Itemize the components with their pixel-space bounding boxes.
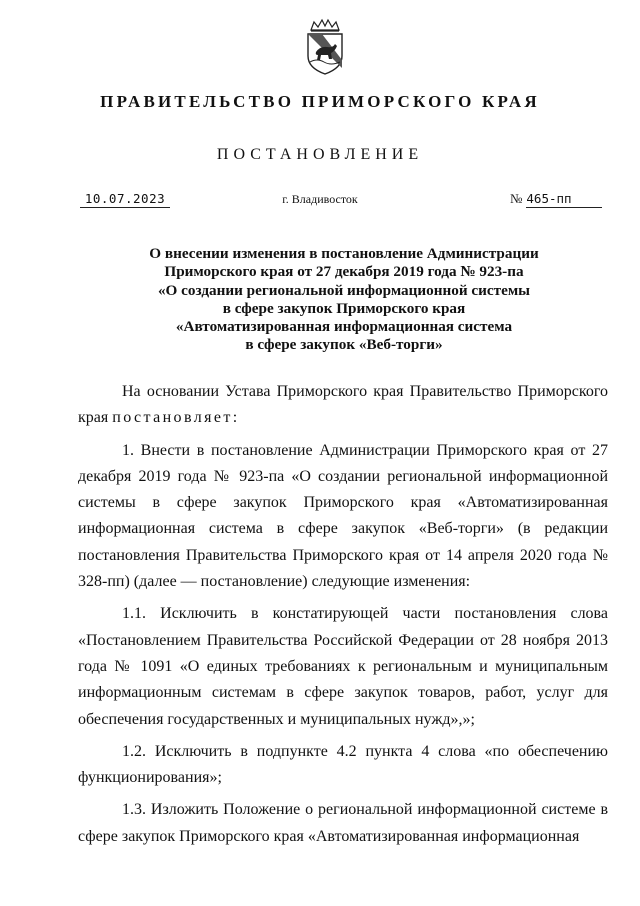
document-type: ПОСТАНОВЛЕНИЕ <box>216 146 424 163</box>
document-subject <box>80 245 608 355</box>
subject-line: О внесении изменения в постановление Администрации <box>149 245 539 262</box>
number-value: 465-пп <box>526 191 602 208</box>
paragraph-item-1-2: 1.2. Исключить в подпункте 4.2 пункта 4 слова «по обеспечению функционирования»; <box>78 742 608 787</box>
paragraph-item-1-1: 1.1. Исключить в констатирующей части постановления слова «Постановлением Правительства Российской Федерации от 28 ноября 2013 года № 1091 «О единых требованиях к региональным и муниципальным информационным системам в сфере закупок товаров, работ, услуг для обеспечения государственных и муниципальных нужд»,»; <box>78 605 608 728</box>
government-title: ПРАВИТЕЛЬСТВО ПРИМОРСКОГО КРАЯ <box>100 92 540 111</box>
document-number <box>510 191 606 208</box>
paragraph-preamble <box>78 379 608 432</box>
number-sign: № <box>510 191 523 206</box>
paragraph-item-1: 1. Внести в постановление Администрации Приморского края от 27 декабря 2019 года № 923-па «О создании региональной информационной системы в сфере закупок Приморского края «Автоматизированная информационная система в сфере закупок «Веб-торги» (в редакции постановления Правительства Приморского края от 14 апреля 2020 года № 328-пп) (далее — постановление) следующие изменения: <box>78 441 608 591</box>
paragraph-item-1-3: 1.3. Изложить Положение о региональной информационной системе в сфере закупок Приморского края «Автоматизированная информационная <box>78 801 608 845</box>
preamble-text: На основании Устава Приморского края Правительство Приморского края <box>78 383 608 427</box>
document-date: 10.07.2023 <box>80 191 170 208</box>
decree-word: постановляет: <box>112 409 240 427</box>
subject-line: в сфере закупок Приморского края <box>222 299 466 317</box>
subject-line: в сфере закупок «Веб-торги» <box>245 336 443 354</box>
coat-of-arms-icon <box>302 18 348 76</box>
subject-line: «Автоматизированная информационная система <box>175 318 513 336</box>
subject-line: Приморского края от 27 декабря 2019 года № 923-па <box>164 263 524 281</box>
document-city: г. Владивосток <box>282 192 358 206</box>
subject-line: «О создании региональной информационной системы <box>157 281 531 299</box>
document-body <box>78 379 608 856</box>
